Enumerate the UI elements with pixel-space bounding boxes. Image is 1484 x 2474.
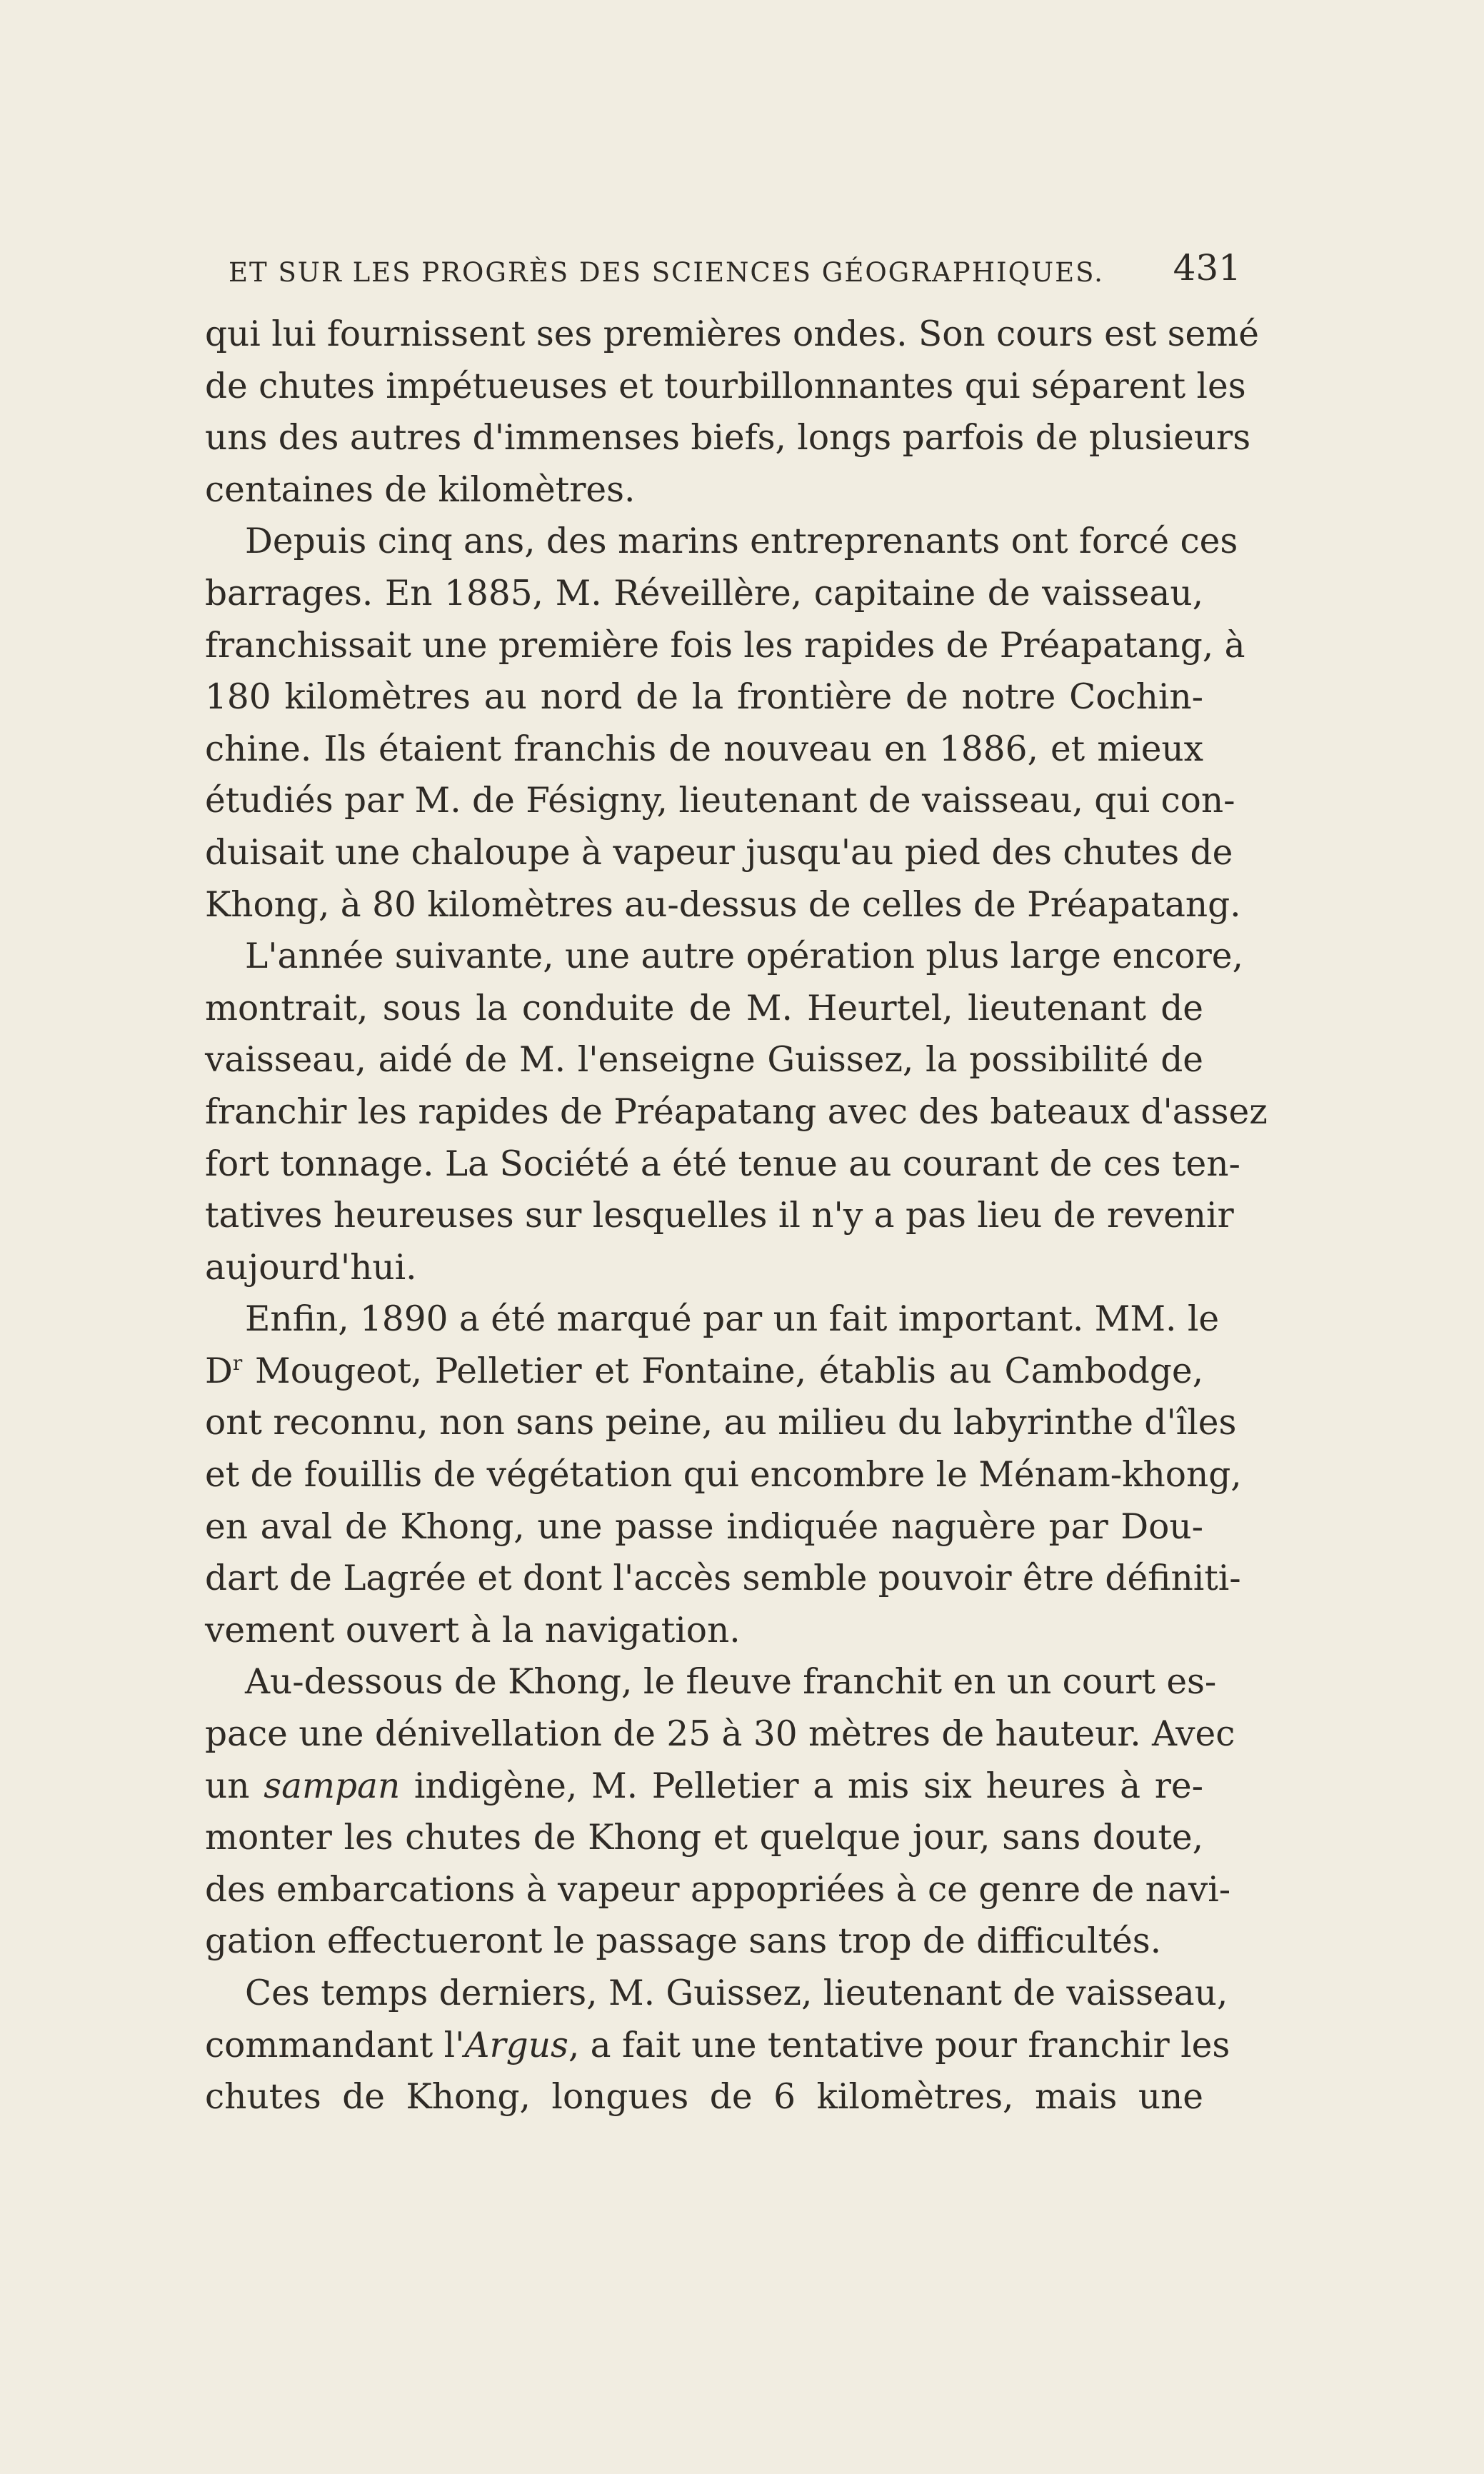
text-line: gation effectueront le passage sans trop de difficultés. <box>205 1921 1162 1962</box>
text-line: Depuis cinq ans, des marins entreprenants ont forcé ces <box>245 521 1238 562</box>
text-line: et de fouillis de végétation qui encombre le Ménam-khong, <box>205 1455 1242 1496</box>
text-line: vement ouvert à la navigation. <box>205 1610 741 1651</box>
text-line <box>205 1346 1203 1398</box>
text-line: 180 kilomètres au nord de la frontière de notre Cochin- <box>205 677 1203 718</box>
text-line: franchissait une première fois les rapides de Préapatang, à <box>205 625 1245 666</box>
text-line: chine. Ils étaient franchis de nouveau en 1886, et mieux <box>205 728 1203 769</box>
text-line: aujourd'hui. <box>205 1247 417 1288</box>
text-line: vaisseau, aidé de M. l'enseigne Guissez, la possibilité de <box>205 1040 1203 1081</box>
text-line: des embarcations à vapeur appopriées à ce genre de navi- <box>205 1869 1231 1910</box>
page-header <box>229 241 1241 294</box>
text-line: Enfin, 1890 a été marqué par un fait important. MM. le <box>245 1299 1220 1340</box>
italic-term-sampan: sampan <box>264 1766 401 1806</box>
text-line: barrages. En 1885, M. Réveillère, capitaine de vaisseau, <box>205 573 1203 614</box>
italic-ship-name: Argus <box>464 2025 568 2065</box>
text-line <box>205 1761 1203 1813</box>
text-line: monter les chutes de Khong et quelque jour, sans doute, <box>205 1818 1203 1858</box>
text-line: qui lui fournissent ses premières ondes. Son cours est semé <box>205 314 1259 354</box>
text-line: L'année suivante, une autre opération plus large encore, <box>245 936 1243 977</box>
text-line: fort tonnage. La Société a été tenue au courant de ces ten- <box>205 1143 1240 1184</box>
text-line: Au-dessous de Khong, le fleuve franchit en un court es- <box>245 1662 1217 1703</box>
text-segment: , a fait une tentative pour franchir les <box>568 2025 1230 2065</box>
text-segment: indigène, M. Pelletier a mis six heures à re- <box>400 1766 1203 1806</box>
text-segment: commandant l' <box>205 2025 465 2065</box>
text-line: en aval de Khong, une passe indiquée naguère par Dou- <box>205 1506 1203 1547</box>
text-line: pace une dénivellation de 25 à 30 mètres de hauteur. Avec <box>205 1714 1235 1755</box>
text-line: ont reconnu, non sans peine, au milieu du labyrinthe d'îles <box>205 1403 1237 1443</box>
doctor-abbrev-superscript: r <box>232 1351 243 1375</box>
text-line: tatives heureuses sur lesquelles il n'y a pas lieu de revenir <box>205 1196 1234 1236</box>
doctor-abbrev: D <box>205 1351 233 1391</box>
text-line: chutes de Khong, longues de 6 kilomètres, mais une <box>205 2077 1203 2118</box>
running-head: ET SUR LES PROGRÈS DES SCIENCES GÉOGRAPHIQUES. <box>229 257 1104 288</box>
text-line: centaines de kilomètres. <box>205 469 636 510</box>
text-segment: Mougeot, Pelletier et Fontaine, établis au Cambodge, <box>242 1351 1203 1391</box>
text-line: dart de Lagrée et dont l'accès semble pouvoir être définiti- <box>205 1558 1241 1599</box>
text-line: franchir les rapides de Préapatang avec des bateaux d'assez <box>205 1091 1268 1132</box>
text-line: uns des autres d'immenses biefs, longs parfois de plusieurs <box>205 418 1251 459</box>
text-line: Khong, à 80 kilomètres au-dessus de celles de Préapatang. <box>205 884 1241 925</box>
page-number: 431 <box>1173 247 1241 289</box>
body-text <box>205 309 1268 2123</box>
text-segment: un <box>205 1766 264 1806</box>
text-line: de chutes impétueuses et tourbillonnantes qui séparent les <box>205 366 1246 406</box>
text-line: duisait une chaloupe à vapeur jusqu'au pied des chutes de <box>205 832 1233 873</box>
text-line: Ces temps derniers, M. Guissez, lieutenant de vaisseau, <box>245 1973 1228 2013</box>
text-line <box>205 2020 1230 2072</box>
text-line: montrait, sous la conduite de M. Heurtel, lieutenant de <box>205 988 1203 1028</box>
text-line: étudiés par M. de Fésigny, lieutenant de vaisseau, qui con- <box>205 781 1235 821</box>
